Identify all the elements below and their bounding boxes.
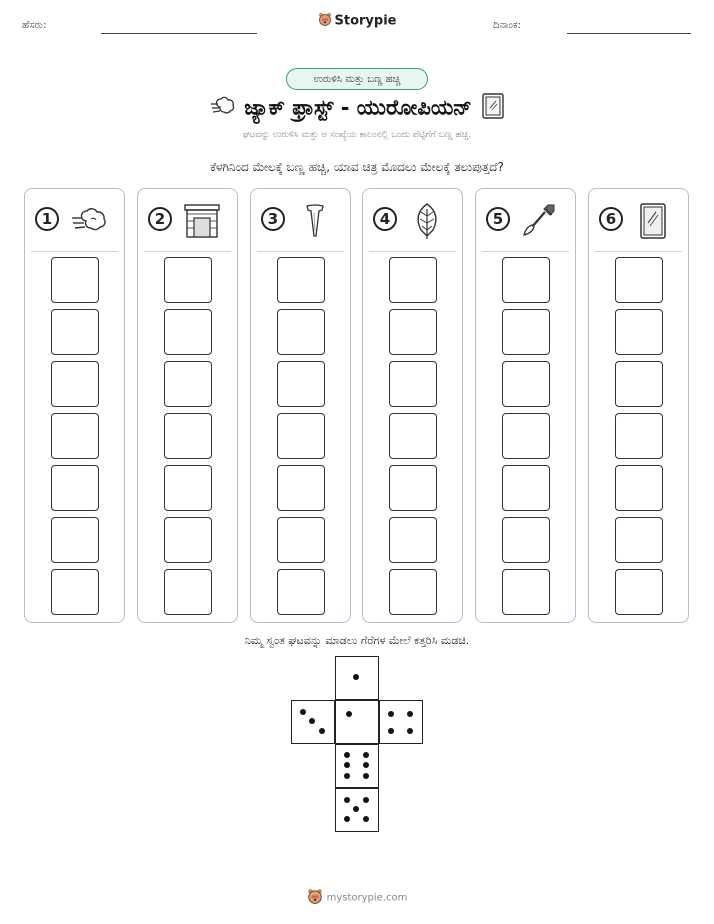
footer — [0, 888, 714, 907]
color-box[interactable] — [389, 413, 437, 459]
color-box[interactable] — [389, 257, 437, 303]
color-box[interactable] — [51, 309, 99, 355]
color-box[interactable] — [502, 413, 550, 459]
pip — [363, 797, 369, 803]
title-text: ಜ್ಯಾಕ್ ಫ್ರಾಸ್ಟ್ - ಯುರೋಪಿಯನ್ — [244, 95, 472, 120]
column-number: 3 — [261, 207, 285, 231]
pip — [353, 674, 359, 680]
color-box[interactable] — [164, 309, 212, 355]
column-divider — [144, 251, 231, 252]
pip — [346, 711, 352, 717]
name-field[interactable] — [101, 33, 257, 34]
color-box[interactable] — [277, 465, 325, 511]
color-box[interactable] — [164, 517, 212, 563]
color-box[interactable] — [389, 361, 437, 407]
color-box[interactable] — [389, 569, 437, 615]
name-label: ಹೆಸರು: — [22, 20, 47, 31]
color-box[interactable] — [615, 413, 663, 459]
date-field[interactable] — [567, 33, 691, 34]
bear-icon — [307, 888, 323, 907]
pip — [344, 797, 350, 803]
leaf-icon — [407, 201, 447, 241]
fireplace-icon — [182, 201, 222, 241]
color-box[interactable] — [389, 517, 437, 563]
die-face-center — [335, 700, 379, 744]
column-divider — [257, 251, 344, 252]
column-number: 2 — [148, 207, 172, 231]
die-face-4 — [379, 700, 423, 744]
column-1 — [24, 188, 125, 623]
column-divider — [369, 251, 456, 252]
fold-instruction: ನಿಮ್ಮ ಸ್ವಂತ ಘಟವನ್ನು ಮಾಡಲು ಗೆರೆಗಳ ಮೇಲೆ ಕತ್ತರಿಸಿ ಮಡಚಿ. — [244, 634, 470, 647]
icicle-icon — [295, 201, 335, 241]
color-box[interactable] — [164, 257, 212, 303]
color-box[interactable] — [277, 309, 325, 355]
column-number: 1 — [35, 207, 59, 231]
color-box[interactable] — [615, 517, 663, 563]
color-box[interactable] — [164, 361, 212, 407]
pip — [407, 728, 413, 734]
pip — [363, 773, 369, 779]
pip — [407, 711, 413, 717]
pip — [344, 773, 350, 779]
color-box[interactable] — [164, 465, 212, 511]
color-box[interactable] — [502, 257, 550, 303]
color-box[interactable] — [615, 309, 663, 355]
column-divider — [482, 251, 569, 252]
page-title — [0, 93, 714, 124]
pip — [344, 752, 350, 758]
pip — [388, 728, 394, 734]
pip — [388, 711, 394, 717]
footer-url[interactable]: mystorypie.com — [326, 892, 408, 904]
color-box[interactable] — [164, 569, 212, 615]
color-box[interactable] — [615, 465, 663, 511]
pip — [300, 709, 306, 715]
bear-icon — [318, 12, 332, 30]
column-number: 5 — [486, 207, 510, 231]
color-box[interactable] — [51, 361, 99, 407]
column-divider — [31, 251, 118, 252]
question: ಕೆಳಗಿನಿಂದ ಮೇಲಕ್ಕೆ ಬಣ್ಣ ಹಚ್ಚಿ, ಯಾವ ಚಿತ್ರ ಮೊದಲು ಮೇಲಕ್ಕೆ ತಲುಪುತ್ತದೆ? — [210, 160, 504, 174]
pip — [363, 762, 369, 768]
brand-logo — [0, 12, 714, 30]
color-box[interactable] — [277, 361, 325, 407]
color-box[interactable] — [615, 257, 663, 303]
pip — [363, 752, 369, 758]
color-box[interactable] — [51, 257, 99, 303]
color-box[interactable] — [51, 465, 99, 511]
color-box[interactable] — [502, 309, 550, 355]
column-6 — [588, 188, 689, 623]
mirror-icon — [633, 201, 673, 241]
color-box[interactable] — [502, 569, 550, 615]
color-box[interactable] — [502, 465, 550, 511]
column-5 — [475, 188, 576, 623]
instructions: ಘಟವನ್ನು ಉರುಳಿಸಿ ಮತ್ತು ಆ ಸಂಖ್ಯೆಯ ಕಾಲಂನಲ್ಲಿ ಒಂದು ಪೆಟ್ಟಿಗೆಗೆ ಬಣ್ಣ ಹಚ್ಚಿ. — [242, 130, 472, 140]
column-4 — [362, 188, 463, 623]
title-wind-icon — [210, 95, 236, 122]
color-box[interactable] — [164, 413, 212, 459]
color-box[interactable] — [51, 517, 99, 563]
color-box[interactable] — [502, 361, 550, 407]
color-box[interactable] — [51, 569, 99, 615]
column-number: 4 — [373, 207, 397, 231]
color-box[interactable] — [389, 465, 437, 511]
column-divider — [595, 251, 682, 252]
color-box[interactable] — [502, 517, 550, 563]
pip — [344, 816, 350, 822]
color-box[interactable] — [277, 517, 325, 563]
column-number: 6 — [599, 207, 623, 231]
die-face-5 — [335, 788, 379, 832]
title-mirror-icon — [482, 93, 504, 124]
pip — [319, 728, 325, 734]
date-label: ದಿನಾಂಕ: — [493, 20, 521, 31]
pip — [309, 718, 315, 724]
color-box[interactable] — [615, 569, 663, 615]
wind-breath-icon — [69, 201, 109, 241]
color-box[interactable] — [51, 413, 99, 459]
column-3 — [250, 188, 351, 623]
pip — [353, 806, 359, 812]
die-face-6 — [335, 744, 379, 788]
activity-pill: ಉರುಳಿಸಿ ಮತ್ತು ಬಣ್ಣ ಹಚ್ಚಿ — [286, 68, 428, 90]
pip — [344, 762, 350, 768]
pip — [363, 816, 369, 822]
color-box[interactable] — [277, 569, 325, 615]
color-box[interactable] — [277, 257, 325, 303]
color-box[interactable] — [389, 309, 437, 355]
column-2 — [137, 188, 238, 623]
paintbrush-icon — [520, 201, 560, 241]
die-face-2 — [291, 700, 335, 744]
brand-name: Storypie — [334, 13, 397, 29]
die-face-1 — [335, 656, 379, 700]
color-box[interactable] — [615, 361, 663, 407]
color-box[interactable] — [277, 413, 325, 459]
